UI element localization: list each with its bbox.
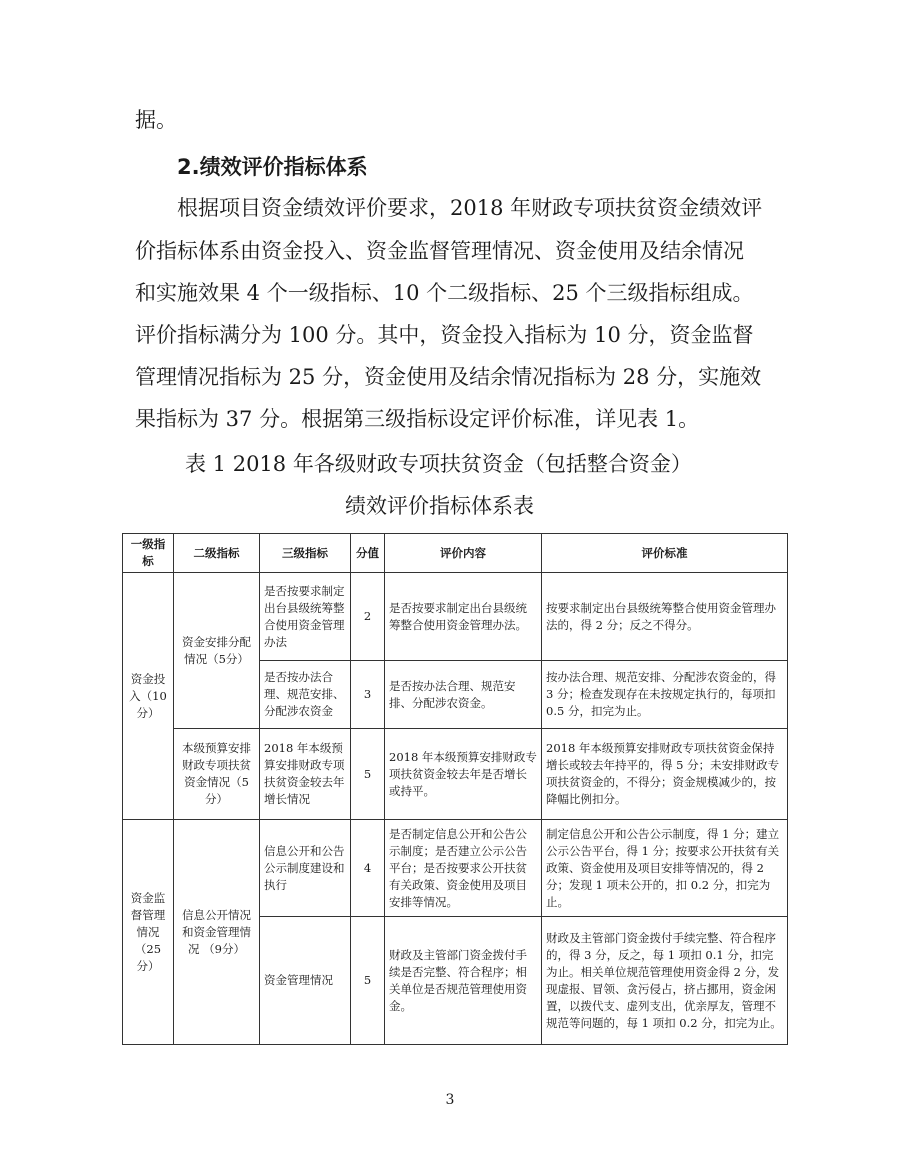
level2-cell: 本级预算安排财政专项扶贫资金情况（5分）	[174, 729, 260, 820]
standard-cell: 制定信息公开和公告公示制度，得 1 分；建立公示公告平台，得 1 分；按要求公开扶贫有关政策、资金使用及项目安排等情况的，得 2 分；发现 1 项未公开的，扣 0.2 分，扣完为止。	[542, 820, 788, 917]
standard-cell: 财政及主管部门资金拨付手续完整、符合程序的，得 3 分，反之，每 1 项扣 0.1 分，扣完为止。相关单位规范管理使用资金得 2 分，发现虚报、冒领、贪污侵占，挤占挪用，资金闲置，以拨代支、虚列支出，优亲厚友，管理不规范等问题的，每 1 项扣 0.2 分，扣完为止。	[542, 917, 788, 1045]
header-content: 评价内容	[385, 534, 542, 573]
level3-cell: 2018 年本级预算安排财政专项扶贫资金较去年增长情况	[260, 729, 351, 820]
content-cell: 2018 年本级预算安排财政专项扶贫资金较去年是否增长或持平。	[385, 729, 542, 820]
score-cell: 4	[351, 820, 385, 917]
indicator-table	[122, 533, 788, 1045]
table-row	[123, 573, 788, 661]
score-cell: 5	[351, 729, 385, 820]
level1-cell: 资金投入（10分）	[123, 573, 174, 820]
table-row	[123, 820, 788, 917]
paragraph-line: 果指标为 37 分。根据第三级指标设定评价标准，详见表 1。	[135, 407, 700, 431]
content-cell: 是否按办法合理、规范安排、分配涉农资金。	[385, 661, 542, 729]
score-cell: 2	[351, 573, 385, 661]
header-level2: 二级指标	[174, 534, 260, 573]
paragraph-line: 评价指标满分为 100 分。其中，资金投入指标为 10 分，资金监督	[135, 323, 754, 347]
level1-cell: 资金监督管理情况（25分）	[123, 820, 174, 1045]
score-cell: 5	[351, 917, 385, 1045]
header-level3: 三级指标	[260, 534, 351, 573]
header-score: 分值	[351, 534, 385, 573]
table-caption-subtitle: 绩效评价指标体系表	[345, 494, 534, 518]
content-cell: 是否制定信息公开和公告公示制度；是否建立公示公告平台；是否按要求公开扶贫有关政策、资金使用及项目安排等情况。	[385, 820, 542, 917]
standard-cell: 2018 年本级预算安排财政专项扶贫资金保持增长或较去年持平的，得 5 分；未安排财政专项扶贫资金的，不得分；资金规模减少的，按降幅比例扣分。	[542, 729, 788, 820]
table-caption: 表 1 2018 年各级财政专项扶贫资金（包括整合资金）	[185, 452, 692, 476]
level3-cell: 是否按办法合理、规范安排、分配涉农资金	[260, 661, 351, 729]
level2-cell: 信息公开情况和资金管理情况 （9分）	[174, 820, 260, 1045]
paragraph-line: 根据项目资金绩效评价要求，2018 年财政专项扶贫资金绩效评	[177, 196, 763, 220]
level2-cell: 资金安排分配情况（5分）	[174, 573, 260, 729]
level3-cell: 资金管理情况	[260, 917, 351, 1045]
content-cell: 财政及主管部门资金拨付手续是否完整、符合程序；相关单位是否规范管理使用资金。	[385, 917, 542, 1045]
standard-cell: 按办法合理、规范安排、分配涉农资金的，得 3 分；检查发现存在未按规定执行的，每项扣 0.5 分，扣完为止。	[542, 661, 788, 729]
section-heading: 2.绩效评价指标体系	[177, 155, 368, 179]
page-number: 3	[445, 1092, 455, 1108]
carryover-text: 据。	[135, 108, 177, 132]
table-row	[123, 729, 788, 820]
score-cell: 3	[351, 661, 385, 729]
content-cell: 是否按要求制定出台县级统筹整合使用资金管理办法。	[385, 573, 542, 661]
table-header-row	[123, 534, 788, 573]
paragraph-line: 管理情况指标为 25 分，资金使用及结余情况指标为 28 分，实施效	[135, 365, 762, 389]
header-standard: 评价标准	[542, 534, 788, 573]
paragraph-line: 价指标体系由资金投入、资金监督管理情况、资金使用及结余情况	[135, 239, 744, 263]
standard-cell: 按要求制定出台县级统筹整合使用资金管理办法的，得 2 分；反之不得分。	[542, 573, 788, 661]
level3-cell: 是否按要求制定出台县级统筹整合使用资金管理办法	[260, 573, 351, 661]
paragraph-line: 和实施效果 4 个一级指标、10 个二级指标、25 个三级指标组成。	[135, 281, 754, 305]
level3-cell: 信息公开和公告公示制度建设和执行	[260, 820, 351, 917]
header-level1: 一级指标	[123, 534, 174, 573]
